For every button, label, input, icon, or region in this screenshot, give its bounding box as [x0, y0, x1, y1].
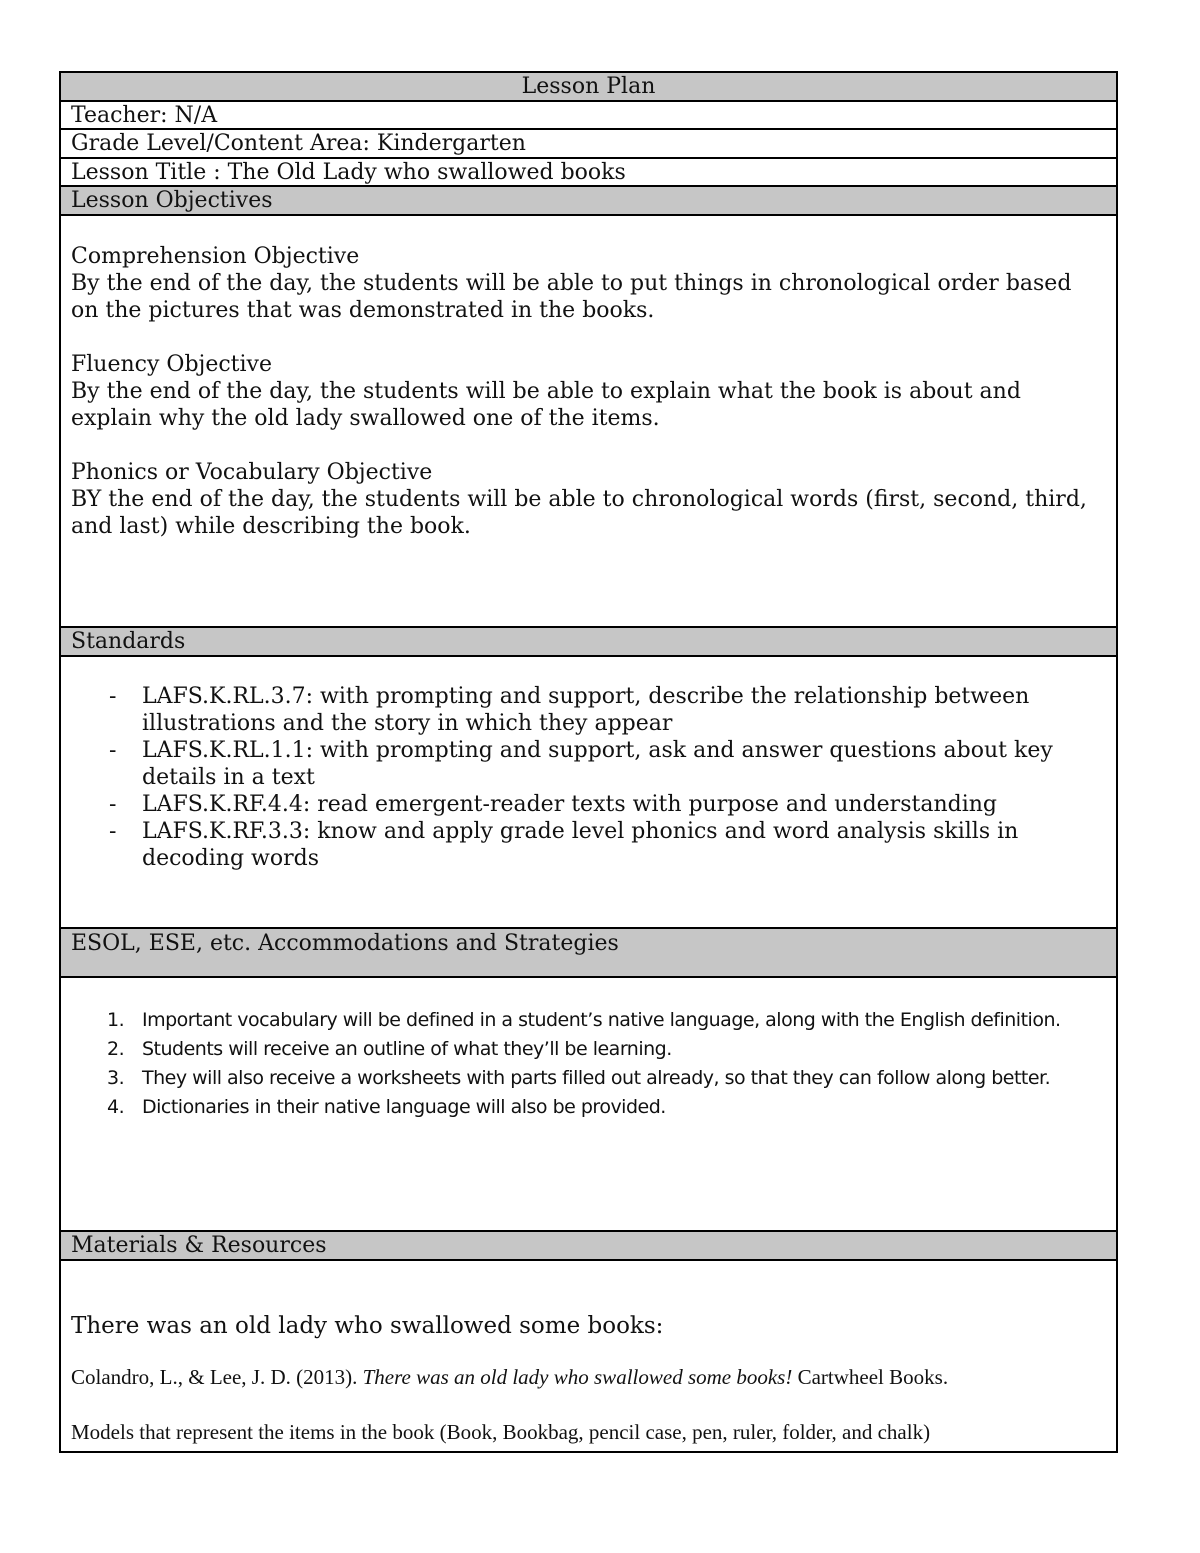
section-heading-objectives: Lesson Objectives	[61, 187, 1116, 216]
section-heading-materials: Materials & Resources	[61, 1232, 1116, 1261]
section-heading-accommodations: ESOL, ESE, etc. Accommodations and Strategies	[61, 929, 1116, 978]
standards-body	[61, 657, 1116, 929]
lesson-plan-table	[59, 71, 1118, 1453]
fluency-text: By the end of the day, the students will be able to explain what the book is about and explain why the old lady swallowed one of the items.	[71, 379, 1021, 431]
grade-text: Grade Level/Content Area: Kindergarten	[71, 131, 526, 156]
objectives-body	[61, 216, 1116, 628]
citation: Colandro, L., & Lee, J. D. (2013). There was an old lady who swallowed some books! Cartwheel Books.	[71, 1365, 949, 1389]
models-text: Models that represent the items in the book (Book, Bookbag, pencil case, pen, ruler, folder, and chalk)	[71, 1420, 931, 1444]
list-item: - LAFS.K.RF.3.3: know and apply grade level phonics and word analysis skills in decoding words	[109, 819, 1019, 871]
book-heading: There was an old lady who swallowed some books:	[71, 1313, 664, 1339]
lesson-title-text: Lesson Title : The Old Lady who swallowed books	[71, 160, 626, 185]
materials-body	[61, 1261, 1116, 1451]
teacher-text: Teacher: N/A	[71, 103, 218, 128]
page-title	[61, 73, 1116, 102]
title-text: Lesson Plan	[521, 74, 656, 99]
teacher-row	[61, 102, 1116, 130]
fluency-label: Fluency Objective	[71, 352, 273, 377]
list-item: 1. Important vocabulary will be defined in a student’s native language, along with the English definition.	[107, 1009, 1061, 1031]
phonics-text: BY the end of the day, the students will be able to chronological words (first, second, third, and last) while describing the book.	[71, 487, 1087, 539]
accommodations-body	[61, 978, 1116, 1232]
list-item: 2. Students will receive an outline of what they’ll be learning.	[107, 1038, 672, 1060]
list-item: - LAFS.K.RL.1.1: with prompting and support, ask and answer questions about key details in a text	[109, 738, 1053, 790]
comprehension-label: Comprehension Objective	[71, 244, 360, 269]
grade-row	[61, 130, 1116, 159]
accommodations-list	[71, 1006, 1104, 1122]
list-item: 4. Dictionaries in their native language will also be provided.	[107, 1096, 666, 1118]
lesson-title-row	[61, 159, 1116, 187]
list-item: - LAFS.K.RF.4.4: read emergent-reader texts with purpose and understanding	[109, 792, 997, 817]
section-heading-standards: Standards	[61, 628, 1116, 657]
list-item: 3. They will also receive a worksheets with parts filled out already, so that they can follow along better.	[107, 1067, 1051, 1089]
list-item: - LAFS.K.RL.3.7: with prompting and support, describe the relationship between illustrations and the story in which they appear	[109, 684, 1030, 736]
standards-list	[71, 683, 1104, 872]
phonics-label: Phonics or Vocabulary Objective	[71, 460, 433, 485]
comprehension-text: By the end of the day, the students will be able to put things in chronological order based on the pictures that was demonstrated in the books.	[71, 271, 1072, 323]
